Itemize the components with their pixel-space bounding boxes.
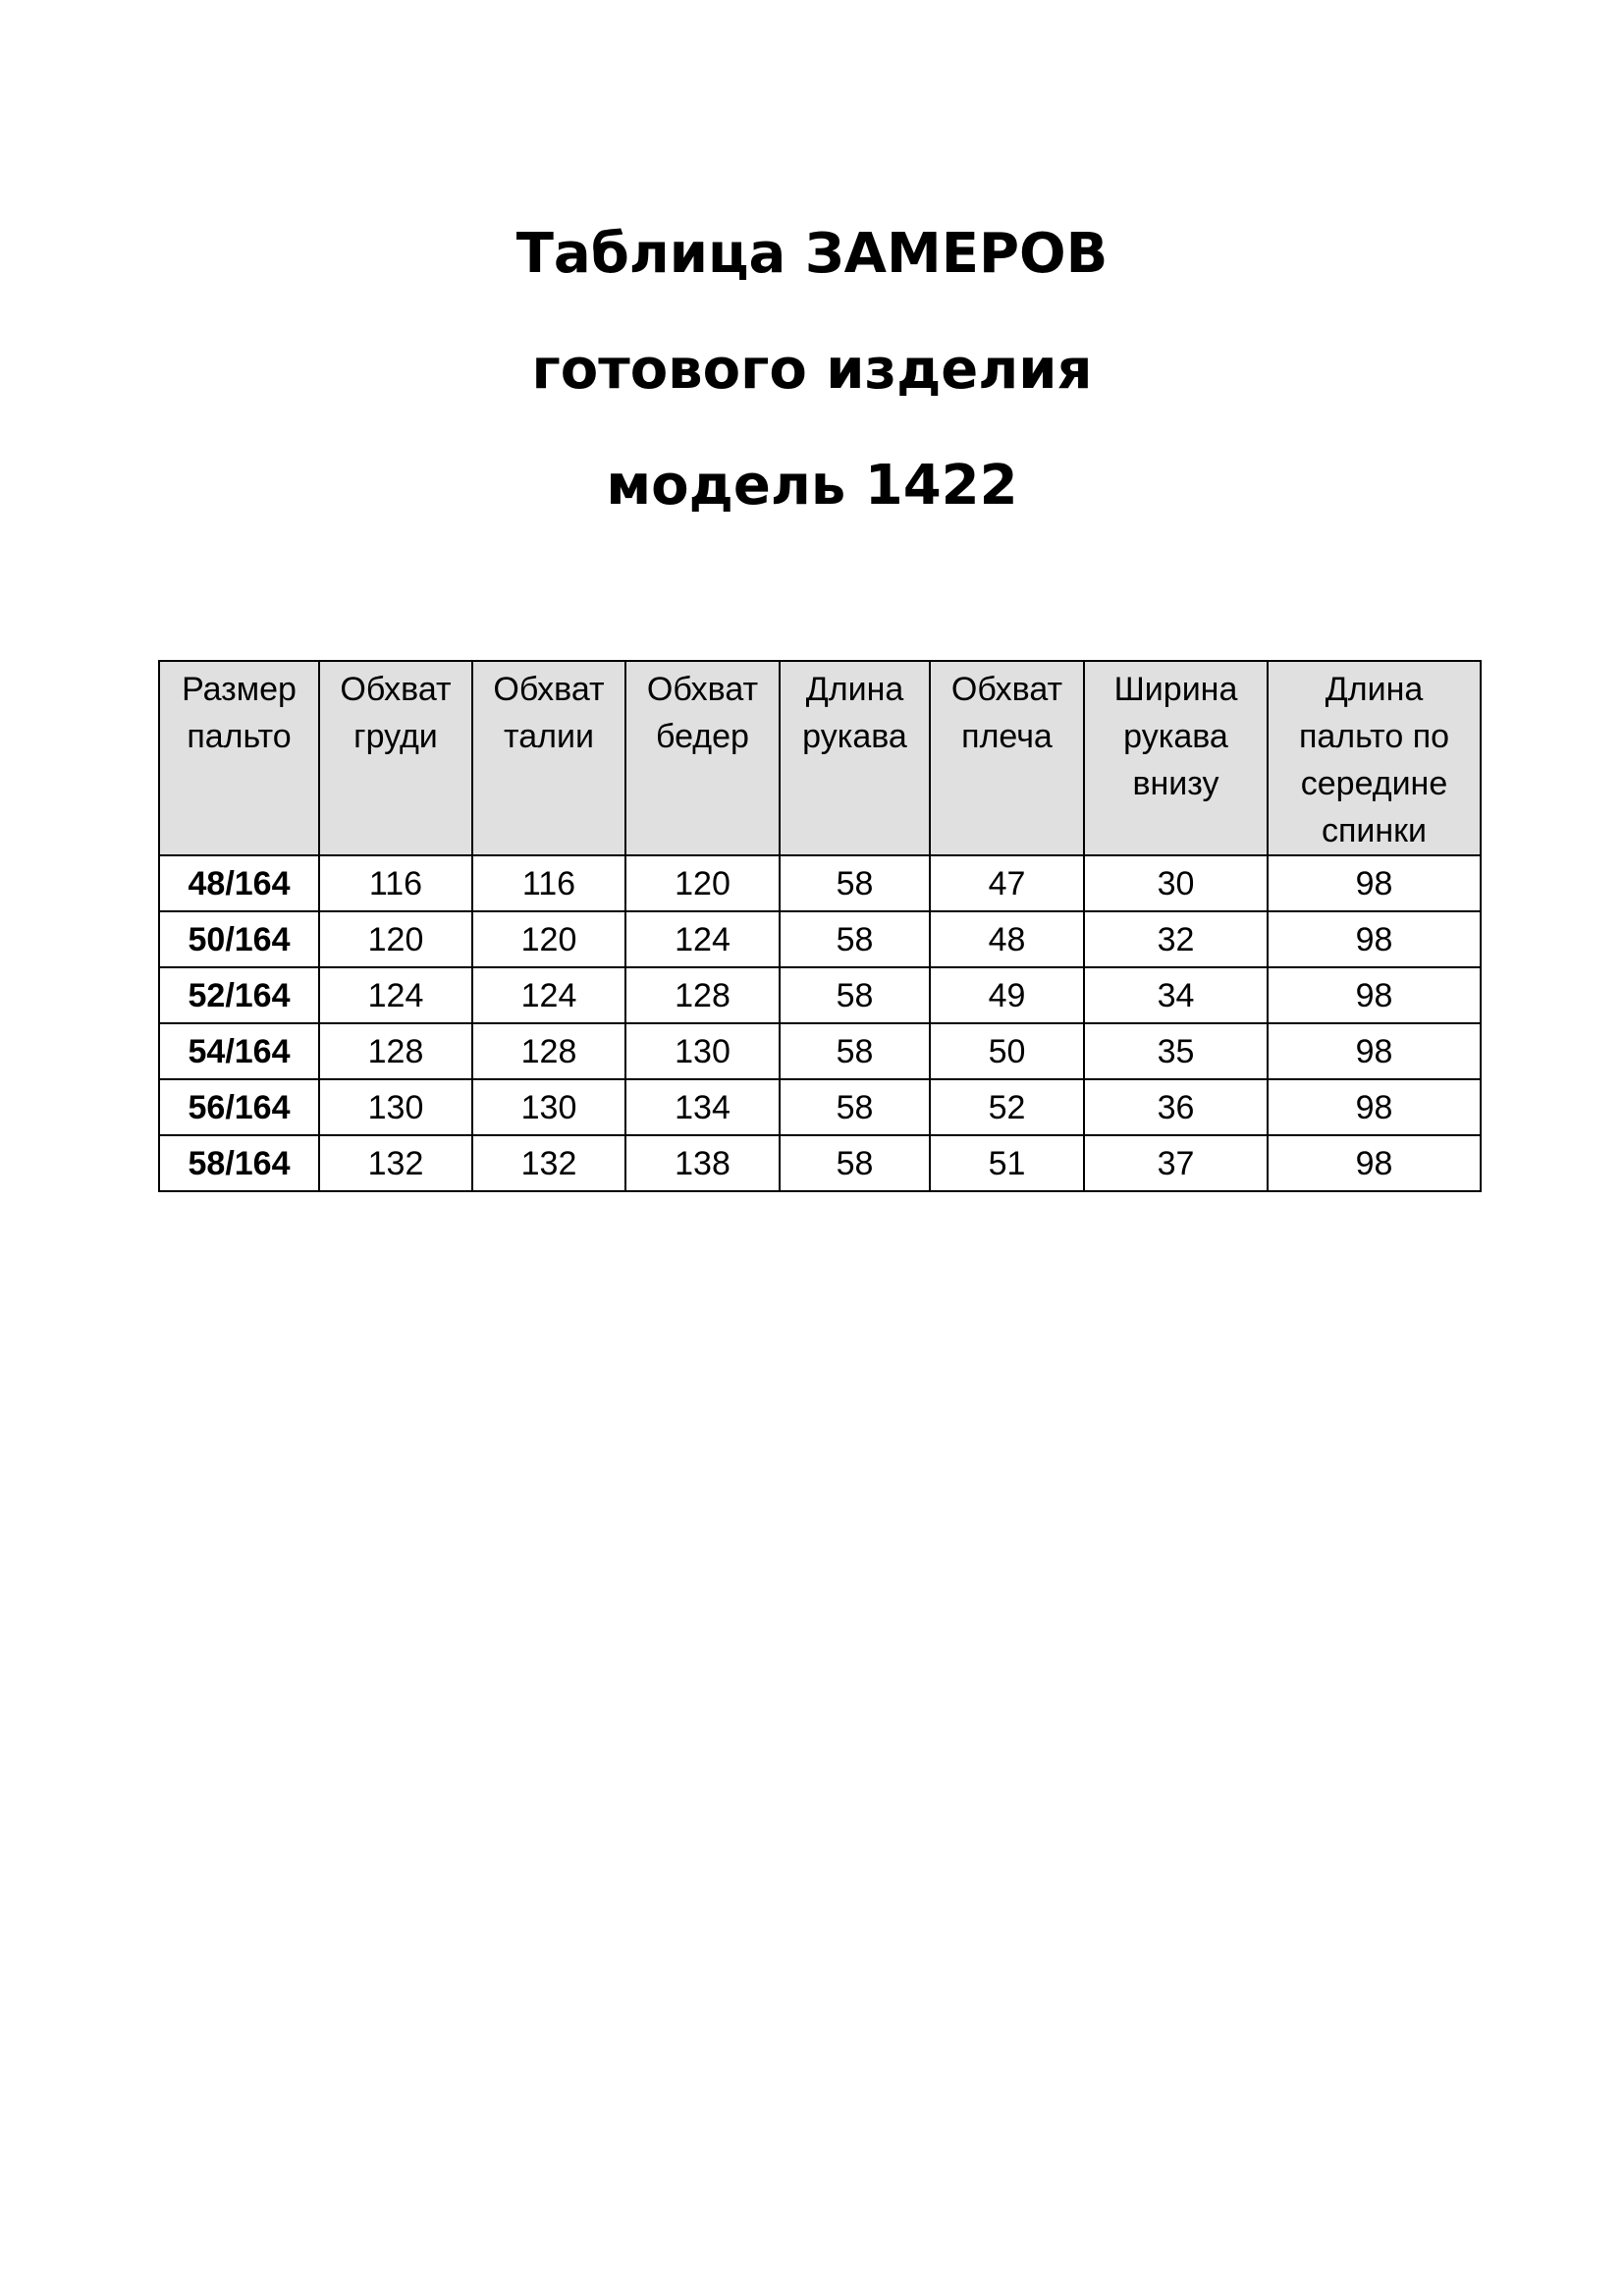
header-hips [625,661,780,855]
waist-cell: 116 [472,855,625,911]
header-text: груди [353,718,438,755]
header-sleeve-width [1084,661,1268,855]
sleeve-length-cell: 58 [780,967,930,1023]
document-title [0,196,1624,544]
header-text: талии [504,718,594,755]
shoulder-cell: 52 [930,1079,1084,1135]
shoulder-cell: 48 [930,911,1084,967]
title-line-1: Таблица ЗАМЕРОВ [515,222,1109,286]
header-size [159,661,319,855]
sleeve-length-cell: 58 [780,1135,930,1191]
header-sleeve-length [780,661,930,855]
coat-length-cell: 98 [1268,1023,1481,1079]
waist-cell: 120 [472,911,625,967]
sleeve-length-cell: 58 [780,1023,930,1079]
chest-cell: 124 [319,967,472,1023]
shoulder-cell: 49 [930,967,1084,1023]
sleeve-width-cell: 35 [1084,1023,1268,1079]
title-line-2: готового изделия [531,338,1093,402]
header-text: бедер [656,718,749,755]
header-coat-length [1268,661,1481,855]
coat-length-cell: 98 [1268,967,1481,1023]
coat-length-cell: 98 [1268,855,1481,911]
sleeve-width-cell: 32 [1084,911,1268,967]
waist-cell: 124 [472,967,625,1023]
header-text: пальто [187,718,292,755]
size-cell: 50/164 [159,911,319,967]
table-row [159,855,1481,911]
size-cell: 54/164 [159,1023,319,1079]
header-waist [472,661,625,855]
shoulder-cell: 51 [930,1135,1084,1191]
waist-cell: 130 [472,1079,625,1135]
waist-cell: 128 [472,1023,625,1079]
header-chest [319,661,472,855]
table-header-row [159,661,1481,855]
measurements-table [158,660,1482,1192]
size-cell: 52/164 [159,967,319,1023]
shoulder-cell: 50 [930,1023,1084,1079]
coat-length-cell: 98 [1268,911,1481,967]
header-text: Обхват [950,671,1063,708]
chest-cell: 128 [319,1023,472,1079]
hips-cell: 120 [625,855,780,911]
hips-cell: 134 [625,1079,780,1135]
header-text: Длина [1325,671,1424,708]
size-cell: 48/164 [159,855,319,911]
sleeve-width-cell: 36 [1084,1079,1268,1135]
header-text: пальто по [1298,718,1450,755]
hips-cell: 124 [625,911,780,967]
sleeve-length-cell: 58 [780,1079,930,1135]
header-text: Обхват [340,671,452,708]
chest-cell: 132 [319,1135,472,1191]
sleeve-width-cell: 30 [1084,855,1268,911]
header-text: внизу [1132,765,1219,802]
table-row [159,1023,1481,1079]
header-text: спинки [1321,812,1428,849]
hips-cell: 128 [625,967,780,1023]
table-row [159,911,1481,967]
size-cell: 56/164 [159,1079,319,1135]
coat-length-cell: 98 [1268,1079,1481,1135]
chest-cell: 116 [319,855,472,911]
header-text: плеча [961,718,1053,755]
header-text: Ширина [1113,671,1238,708]
header-text: рукава [1123,718,1228,755]
chest-cell: 130 [319,1079,472,1135]
coat-length-cell: 98 [1268,1135,1481,1191]
size-cell: 58/164 [159,1135,319,1191]
waist-cell: 132 [472,1135,625,1191]
header-text: Размер [182,671,297,708]
sleeve-length-cell: 58 [780,911,930,967]
header-text: рукава [802,718,907,755]
table-row [159,1135,1481,1191]
sleeve-length-cell: 58 [780,855,930,911]
hips-cell: 130 [625,1023,780,1079]
header-text: Длина [805,671,904,708]
chest-cell: 120 [319,911,472,967]
table-row [159,1079,1481,1135]
table-row [159,967,1481,1023]
hips-cell: 138 [625,1135,780,1191]
header-text: середине [1300,765,1448,802]
shoulder-cell: 47 [930,855,1084,911]
sleeve-width-cell: 37 [1084,1135,1268,1191]
header-shoulder [930,661,1084,855]
title-line-3: модель 1422 [606,454,1018,518]
header-text: Обхват [646,671,759,708]
header-text: Обхват [493,671,605,708]
sleeve-width-cell: 34 [1084,967,1268,1023]
